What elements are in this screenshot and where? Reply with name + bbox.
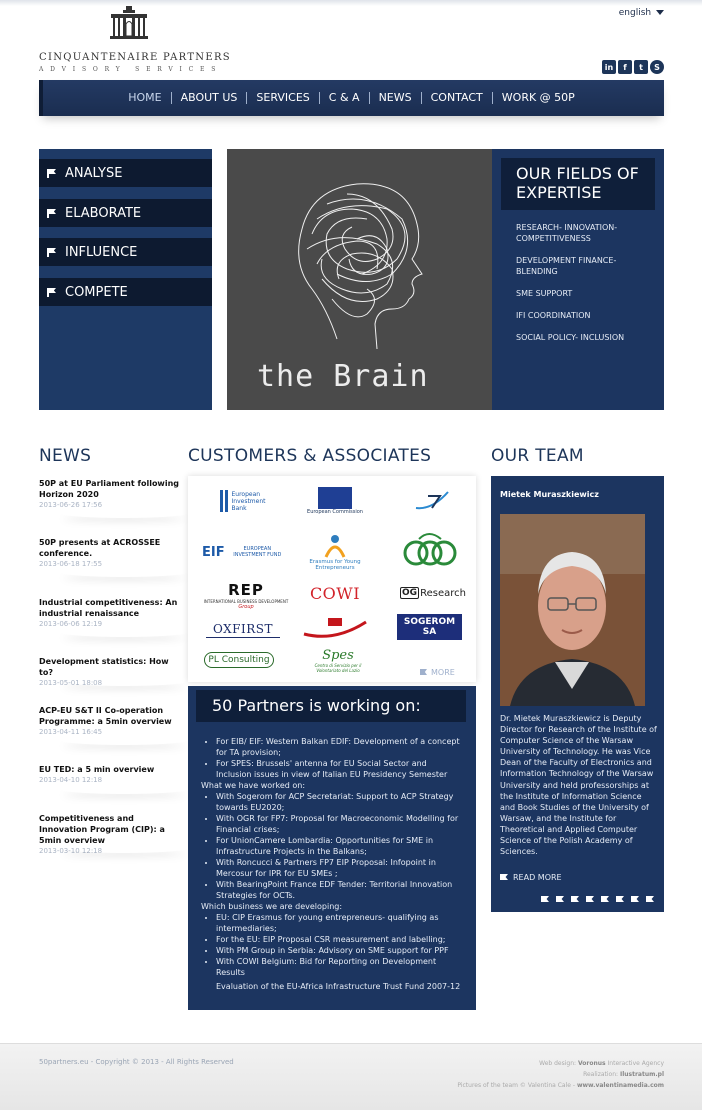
- ec-logo[interactable]: [304, 480, 366, 522]
- working-item: • With PM Group in Serbia: Advisory on SME support for PPF: [216, 945, 463, 956]
- news-divider: [59, 735, 189, 745]
- oxfirst-logo[interactable]: OXFIRST: [206, 620, 280, 638]
- working-item: • With OGR for FP7: Proposal for Macroeconomic Modelling for Financial crises;: [216, 813, 463, 835]
- team-panel: [491, 476, 664, 912]
- working-item: • For UnionCamere Lombardia: Opportunities for SME in Infrastructure Projects in the Balkans;: [216, 835, 463, 857]
- unioncamere-logo[interactable]: [300, 614, 370, 640]
- news-date: 2013-06-18 17:55: [39, 560, 103, 568]
- facebook-icon[interactable]: f: [618, 60, 632, 74]
- eib-logo[interactable]: [208, 486, 288, 516]
- brand-name: CINQUANTENAIRE PARTNERS: [39, 52, 231, 63]
- flag-icon: [420, 669, 427, 675]
- site-logo[interactable]: [39, 6, 231, 74]
- rep-mark: REP: [228, 580, 264, 599]
- news-item[interactable]: [39, 597, 179, 628]
- language-selector[interactable]: [619, 8, 664, 18]
- customers-logo-grid: [188, 476, 476, 682]
- news-date: 2013-06-06 12:19: [39, 620, 103, 628]
- nav-services[interactable]: SERVICES: [246, 92, 318, 104]
- working-tail: Evaluation of the EU-Africa Infrastructure Trust Fund 2007-12: [216, 982, 461, 991]
- carousel-dot[interactable]: [586, 896, 594, 902]
- unioncamere-icon: [302, 616, 368, 638]
- working-title: 50 Partners is working on:: [196, 690, 466, 722]
- fp7-logo[interactable]: [412, 486, 452, 516]
- news-date: 2013-04-11 16:45: [39, 728, 103, 736]
- working-item: • For EIB/ EIF: Western Balkan EDIF: Development of a concept for TA provision;: [216, 736, 463, 758]
- colonnade-icon: [109, 6, 149, 42]
- carousel-dot[interactable]: [571, 896, 579, 902]
- team-carousel-dots: [541, 896, 654, 902]
- design-agency-link[interactable]: Voronus: [577, 1060, 606, 1067]
- menu-compete[interactable]: [39, 278, 212, 306]
- field-item[interactable]: RESEARCH- INNOVATION-COMPETITIVENESS: [516, 223, 618, 243]
- news-item[interactable]: [39, 705, 179, 736]
- news-title: Industrial competitiveness: An industrial renaissance: [39, 598, 178, 618]
- fields-of-expertise: [492, 149, 664, 410]
- field-item[interactable]: SME SUPPORT: [516, 289, 573, 298]
- news-divider: [59, 676, 189, 686]
- eib-name: European Investment Bank: [231, 490, 266, 512]
- rep-group: Group: [238, 603, 254, 610]
- team-heading: OUR TEAM: [491, 446, 584, 466]
- language-label: english: [618, 8, 652, 18]
- eif-name: EUROPEAN INVESTMENT FUND: [233, 546, 282, 558]
- credit-design: Web design: Voronus Interactive Agency: [539, 1060, 664, 1067]
- flag-icon: [47, 288, 57, 296]
- ogresearch-name: Research: [420, 587, 466, 599]
- news-divider: [59, 567, 189, 577]
- news-divider: [59, 784, 189, 794]
- erasmus-figure-icon: [318, 533, 352, 559]
- ec-name: European Commission: [307, 509, 363, 515]
- field-item[interactable]: IFI COORDINATION: [516, 311, 591, 320]
- menu-label: COMPETE: [65, 284, 128, 300]
- news-date: 2013-04-10 12:18: [39, 776, 103, 784]
- rep-subtitle: INTERNATIONAL BUSINESS DEVELOPMENT: [203, 598, 289, 604]
- news-item[interactable]: [39, 537, 179, 568]
- flag-icon: [500, 874, 508, 880]
- linkedin-icon[interactable]: in: [602, 60, 616, 74]
- spes-name: Spes: [322, 647, 354, 663]
- news-title: 50P at EU Parliament following Horizon 2020: [39, 479, 179, 499]
- news-date: 2013-03-10 12:18: [39, 847, 103, 855]
- team-member-bio: Dr. Mietek Muraszkiewicz is Deputy Director for Research of the Institute of Computer Science of the Warsaw University of Technology. He was Vice Dean of the Faculty of Electronics and Information Technology of the Warsaw University and held professorships at the Institute of Information Science and Book Studies of the University of Warsaw, and the Institute for Theoretical and Applied Computer Science of the Polish Academy of Sciences.: [500, 714, 657, 857]
- brand-subtitle: ADVISORY SERVICES: [39, 66, 223, 73]
- left-menu: [39, 149, 212, 410]
- eib-bar-icon: [225, 490, 228, 512]
- working-body: [201, 736, 463, 992]
- working-item: • For the EU: EIP Proposal CSR measurement and labelling;: [216, 934, 463, 945]
- cowi-logo[interactable]: COWI: [309, 583, 361, 603]
- more-link[interactable]: [420, 668, 455, 677]
- nav-home[interactable]: HOME: [128, 91, 162, 104]
- credit-pictures: Pictures of the team © Valentina Cale - www.valentinamedia.com: [457, 1082, 664, 1089]
- news-title: Development statistics: How to?: [39, 657, 169, 677]
- nav-news[interactable]: NEWS: [369, 92, 421, 104]
- caret-down-icon: [656, 10, 664, 15]
- flag-icon: [47, 248, 57, 256]
- field-item[interactable]: DEVELOPMENT FINANCE-BLENDING: [516, 256, 617, 276]
- carousel-dot[interactable]: [541, 896, 549, 902]
- ogresearch-logo[interactable]: [394, 584, 472, 602]
- carousel-dot[interactable]: [616, 896, 624, 902]
- news-title: ACP-EU S&T II Co-operation Programme: a 5min overview: [39, 706, 172, 726]
- flag-icon: [47, 209, 57, 217]
- read-more-link[interactable]: [500, 873, 562, 882]
- working-item: • For SPES: Brussels' antenna for EU Social Sector and Inclusion issues in view of Italian EU Presidency Semester: [216, 758, 463, 780]
- menu-label: INFLUENCE: [65, 244, 138, 260]
- menu-influence[interactable]: [39, 238, 212, 266]
- nav-about-us[interactable]: ABOUT US: [171, 92, 247, 104]
- news-heading: NEWS: [39, 446, 92, 466]
- twitter-icon[interactable]: t: [634, 60, 648, 74]
- nav-work-at-50p[interactable]: WORK @ 50P: [492, 92, 584, 104]
- menu-elaborate[interactable]: [39, 199, 212, 227]
- acp-logo[interactable]: [398, 528, 460, 572]
- social-links: [602, 60, 664, 74]
- credits: [457, 1058, 664, 1091]
- rep-logo[interactable]: [200, 578, 292, 612]
- news-item[interactable]: [39, 478, 179, 509]
- spes-subtitle: Centro di Servizio per il Volontariato del Lazio: [314, 662, 362, 673]
- eib-bar-icon: [220, 490, 223, 512]
- working-item: • With Roncucci & Partners FP7 EIP Proposal: Infopoint in Mercosur for IPR for EU SMEs ;: [216, 857, 463, 879]
- erasmus-logo[interactable]: [304, 528, 366, 576]
- working-item: • EU: CIP Erasmus for young entrepreneurs- qualifying as intermediaries;: [216, 912, 463, 934]
- carousel-dot[interactable]: [556, 896, 564, 902]
- news-item[interactable]: [39, 764, 179, 784]
- fp7-icon: [414, 490, 450, 512]
- portrait-illustration: [500, 514, 645, 706]
- realization-link[interactable]: Ilustratum.pl: [619, 1071, 664, 1078]
- nav-edge: [39, 80, 43, 116]
- news-divider: [59, 627, 189, 637]
- news-title: EU TED: a 5 min overview: [39, 765, 155, 774]
- main-nav: [39, 80, 664, 116]
- fields-title: OUR FIELDS OF EXPERTISE: [501, 158, 655, 210]
- read-more-label: READ MORE: [513, 873, 562, 882]
- og-mark: OG: [402, 588, 418, 598]
- menu-analyse[interactable]: [39, 159, 212, 187]
- carousel-dot[interactable]: [646, 896, 654, 902]
- eif-logo[interactable]: [202, 542, 288, 562]
- plconsulting-logo[interactable]: PL Consulting: [204, 652, 274, 668]
- news-date: 2013-06-26 17:56: [39, 501, 103, 509]
- carousel-dot[interactable]: [631, 896, 639, 902]
- menu-label: ELABORATE: [65, 205, 142, 221]
- news-item[interactable]: [39, 813, 179, 855]
- working-subheading: Which business we are developing:: [201, 902, 343, 911]
- news-item[interactable]: [39, 656, 179, 687]
- brain-caption: the Brain: [257, 359, 429, 394]
- working-on-panel: [188, 686, 476, 1010]
- team-member-name: Mietek Muraszkiewicz: [500, 490, 599, 499]
- working-subheading: What we have worked on:: [201, 781, 306, 790]
- brain-banner: [227, 149, 492, 410]
- working-item: • With BearingPoint France EDF Tender: Territorial Innovation Strategies for OCTs.: [216, 879, 463, 901]
- flag-icon: [47, 169, 57, 177]
- eu-flag-icon: [318, 487, 352, 509]
- news-title: 50P presents at ACROSSEE conference.: [39, 538, 161, 558]
- news-date: 2013-05-01 18:08: [39, 679, 103, 687]
- customers-heading: CUSTOMERS & ASSOCIATES: [188, 446, 432, 466]
- working-item: • With Sogerom for ACP Secretariat: Support to ACP Strategy towards EU2020;: [216, 791, 463, 813]
- acp-icon: [399, 529, 459, 571]
- brain-head-illustration: [227, 149, 492, 359]
- nav-contact[interactable]: CONTACT: [421, 92, 492, 104]
- pictures-link[interactable]: www.valentinamedia.com: [576, 1082, 664, 1089]
- spes-logo[interactable]: [304, 642, 372, 678]
- skype-icon[interactable]: S: [650, 60, 664, 74]
- erasmus-name: Erasmus for Young Entrepreneurs: [309, 559, 361, 571]
- team-member-photo: [500, 514, 645, 706]
- more-label: MORE: [431, 668, 455, 677]
- eif-mark: EIF: [202, 544, 225, 560]
- footer: [0, 1043, 702, 1110]
- sogerom-logo[interactable]: SOGEROM SA: [397, 614, 462, 640]
- news-title: Competitiveness and Innovation Program (CIP): a 5min overview: [39, 814, 165, 845]
- field-item[interactable]: SOCIAL POLICY- INCLUSION: [516, 333, 625, 342]
- menu-label: ANALYSE: [65, 165, 123, 181]
- carousel-dot[interactable]: [601, 896, 609, 902]
- news-divider: [59, 843, 189, 853]
- credit-realization: Realization: Ilustratum.pl: [583, 1071, 664, 1078]
- working-item: • With COWI Belgium: Bid for Reporting on Development Results: [216, 956, 463, 978]
- nav-c-and-a[interactable]: C & A: [319, 92, 369, 104]
- copyright: 50partners.eu - Copyright © 2013 - All Rights Reserved: [39, 1058, 234, 1066]
- news-divider: [59, 508, 189, 518]
